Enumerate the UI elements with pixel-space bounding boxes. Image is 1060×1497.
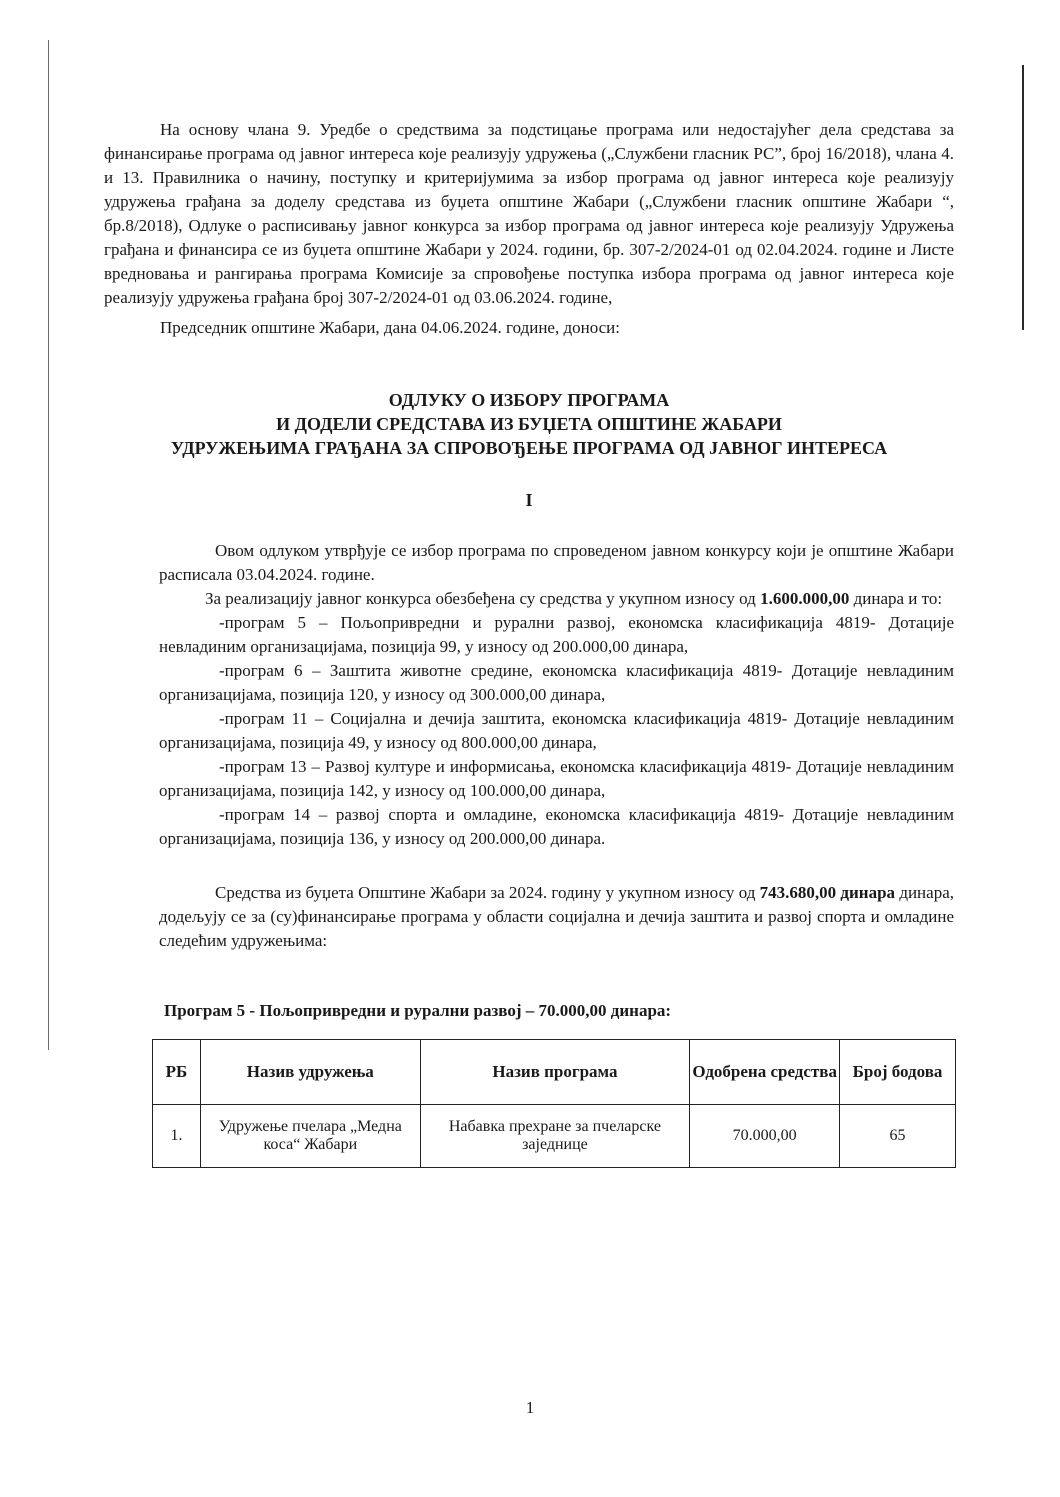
scan-edge-right	[1022, 65, 1024, 330]
page-number: 1	[525, 1398, 535, 1417]
scan-edge-left	[48, 40, 49, 1050]
header-points: Број бодова	[840, 1040, 956, 1105]
preamble-paragraph: На основу члана 9. Уредбе о средствима за подстицање програма или недостајућег дела средстава за финансирање програма од јавног интереса које реализују удружења („Службени гласник РС”, број 16/2018), члана 4. и 13. Правилника о начину, поступку и критеријумима за избор програма од јавног интереса које реализују удружења грађана за доделу средстава из буџета општине Жабари („Службени гласник општине Жабари “, бр.8/2018), Одлуке о расписивању јавног конкурса за избор програма од јавног интереса које реализују Удружења грађана и финансира се из буџета општине Жабари у 2024. години, бр. 307-2/2024-01 од 02.04.2024. године и Листе вредновања и рангирања програма Комисије за спровођење поступка избора програма од јавног интереса које реализују удружења грађана број 307-2/2024-01 од 03.06.2024. године,	[104, 120, 954, 307]
header-program: Назив програма	[420, 1040, 690, 1105]
table-row	[153, 1105, 956, 1168]
section-body	[104, 539, 954, 953]
title-line-3: УДРУЖЕЊИМА ГРАЂАНА ЗА СПРОВОЂЕЊЕ ПРОГРАМА ОД ЈАВНОГ ИНТЕРЕСА	[170, 438, 888, 458]
title-line-2: И ДОДЕЛИ СРЕДСТАВА ИЗ БУЏЕТА ОПШТИНЕ ЖАБАРИ	[276, 414, 782, 434]
allocation-amount: 743.680,00 динара	[759, 883, 896, 902]
allocation-text: Средства из буџета Општине Жабари за 2024. годину у укупном износу од	[215, 883, 756, 902]
cell-association: Удружење пчелара „Медна коса“ Жабари	[200, 1105, 420, 1168]
allocation-table	[152, 1039, 956, 1168]
cell-points: 65	[840, 1105, 956, 1168]
funds-tail: динара и то:	[849, 589, 943, 608]
allocation-tail: динара, додељују се за (су)финансирање програма у области социјална и дечија заштита и развој спорта и омладине следећим удружењима:	[159, 883, 954, 950]
program-item: -програм 13 – Развој културе и информисања, економска класификација 4819- Дотације невладиним организацијама, позиција 142, у износу од 100.000,00 динара,	[159, 757, 954, 800]
section-numeral: I	[525, 490, 533, 510]
cell-rb: 1.	[153, 1105, 201, 1168]
table-header-row	[153, 1040, 956, 1105]
program-item: -програм 5 – Пољопривредни и рурални развој, економска класификација 4819- Дотације невладиним организацијама, позиција 99, у износу од 200.000,00 динара,	[159, 613, 954, 656]
funds-amount: 1.600.000,00	[760, 589, 850, 608]
intro-paragraph: Председник општине Жабари, дана 04.06.2024. године, доноси:	[160, 318, 621, 337]
header-rb: РБ	[153, 1040, 201, 1105]
paragraph-funds	[159, 587, 954, 611]
program-item: -програм 11 – Социјална и дечија заштита, економска класификација 4819- Дотације невладиним организацијама, позиција 49, у износу од 800.000,00 динара,	[159, 709, 954, 752]
funds-text: За реализацију јавног конкурса обезбеђена су средства у укупном износу од	[205, 589, 756, 608]
cell-program: Набавка прехране за пчеларске заједнице	[420, 1105, 690, 1168]
decision-title	[104, 388, 954, 460]
header-association: Назив удружења	[200, 1040, 420, 1105]
header-approved-funds: Одобрена средства	[690, 1040, 840, 1105]
title-line-1: ОДЛУКУ О ИЗБОРУ ПРОГРАМА	[388, 390, 670, 410]
allocation-paragraph	[159, 881, 954, 953]
cell-approved-funds: 70.000,00	[690, 1105, 840, 1168]
program-section-heading: Програм 5 - Пољопривредни и рурални развој – 70.000,00 динара:	[164, 1001, 672, 1020]
program-item: -програм 14 – развој спорта и омладине, економска класификација 4819- Дотације невладиним организацијама, позиција 136, у износу од 200.000,00 динара.	[159, 805, 954, 848]
paragraph-selection: Овом одлуком утврђује се избор програма по спроведеном јавном конкурсу који је општине Жабари расписала 03.04.2024. године.	[159, 541, 954, 584]
document-body	[104, 118, 954, 1168]
program-item: -програм 6 – Заштита животне средине, економска класификација 4819- Дотације невладиним организацијама, позиција 120, у износу од 300.000,00 динара,	[159, 661, 954, 704]
